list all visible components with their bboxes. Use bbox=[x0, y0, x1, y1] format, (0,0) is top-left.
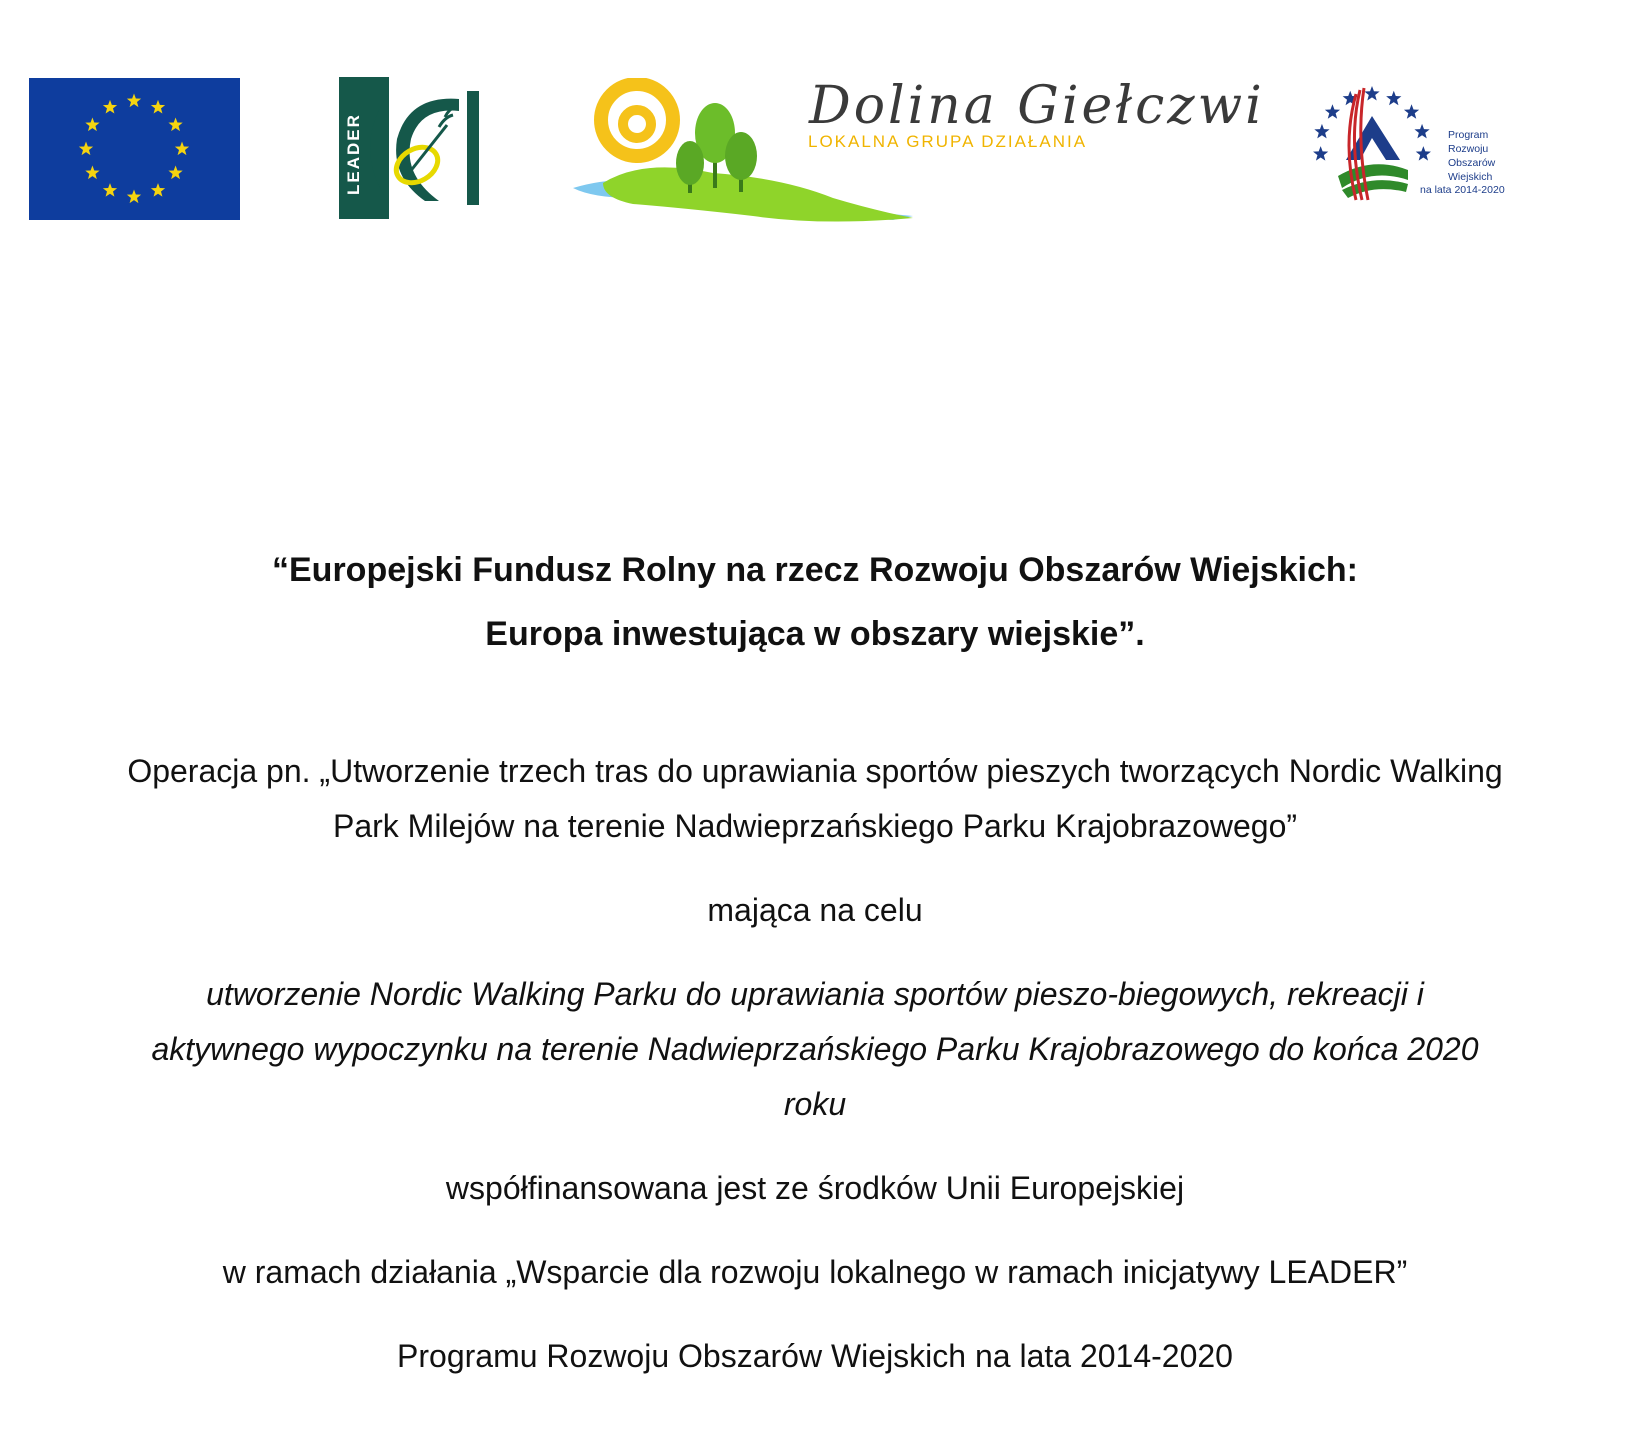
eu-flag-icon bbox=[29, 78, 240, 220]
document-body bbox=[20, 538, 1610, 1384]
measure-line: w ramach działania „Wsparcie dla rozwoju lokalnego w ramach inicjatywy LEADER” bbox=[222, 1254, 1408, 1290]
prow-text bbox=[1448, 128, 1495, 184]
operation-line-2: Park Milejów na terenie Nadwieprzańskiego Parku Krajobrazowego” bbox=[332, 808, 1298, 844]
lgd-logo bbox=[573, 76, 1265, 223]
aim-line-1: utworzenie Nordic Walking Parku do uprawiania sportów pieszo-biegowych, rekreacji i bbox=[206, 976, 1424, 1012]
prow-star-icon bbox=[1414, 124, 1429, 138]
prow-line-3: Obszarów bbox=[1448, 157, 1496, 169]
leader-label: LEADER bbox=[344, 113, 363, 195]
prow-star-icon bbox=[1313, 146, 1328, 160]
lgd-subtitle: LOKALNA GRUPA DZIAŁANIA bbox=[808, 132, 1088, 151]
cofinance-line: współfinansowana jest ze środków Unii Europejskiej bbox=[445, 1170, 1185, 1206]
prow-line-4: Wiejskich bbox=[1448, 171, 1493, 183]
aim-intro: mająca na celu bbox=[707, 892, 923, 928]
prow-years: na lata 2014-2020 bbox=[1420, 184, 1505, 196]
aim-line-3: roku bbox=[783, 1086, 847, 1122]
prow-line-2: Rozwoju bbox=[1448, 143, 1489, 155]
lgd-name: Dolina Giełczwi bbox=[809, 76, 1265, 136]
prow-star-icon bbox=[1314, 124, 1329, 138]
prow-star-icon bbox=[1386, 91, 1401, 105]
prow-star-icon bbox=[1325, 104, 1340, 118]
leader-logo bbox=[339, 77, 485, 219]
title-line-2: Europa inwestująca w obszary wiejskie”. bbox=[485, 615, 1145, 653]
title-line-1: “Europejski Fundusz Rolny na rzecz Rozwoju Obszarów Wiejskich: bbox=[272, 551, 1358, 589]
aim-line-2: aktywnego wypoczynku na terenie Nadwieprzańskiego Parku Krajobrazowego do końca 2020 bbox=[151, 1031, 1479, 1067]
prow-logo bbox=[1308, 80, 1528, 210]
program-line: Programu Rozwoju Obszarów Wiejskich na lata 2014-2020 bbox=[397, 1338, 1233, 1374]
operation-line-1: Operacja pn. „Utworzenie trzech tras do uprawiania sportów pieszych tworzących Nordic Walking bbox=[127, 753, 1503, 789]
prow-line-1: Program bbox=[1448, 129, 1489, 141]
prow-star-icon bbox=[1416, 146, 1431, 160]
prow-star-icon bbox=[1404, 104, 1419, 118]
prow-star-icon bbox=[1364, 86, 1379, 100]
